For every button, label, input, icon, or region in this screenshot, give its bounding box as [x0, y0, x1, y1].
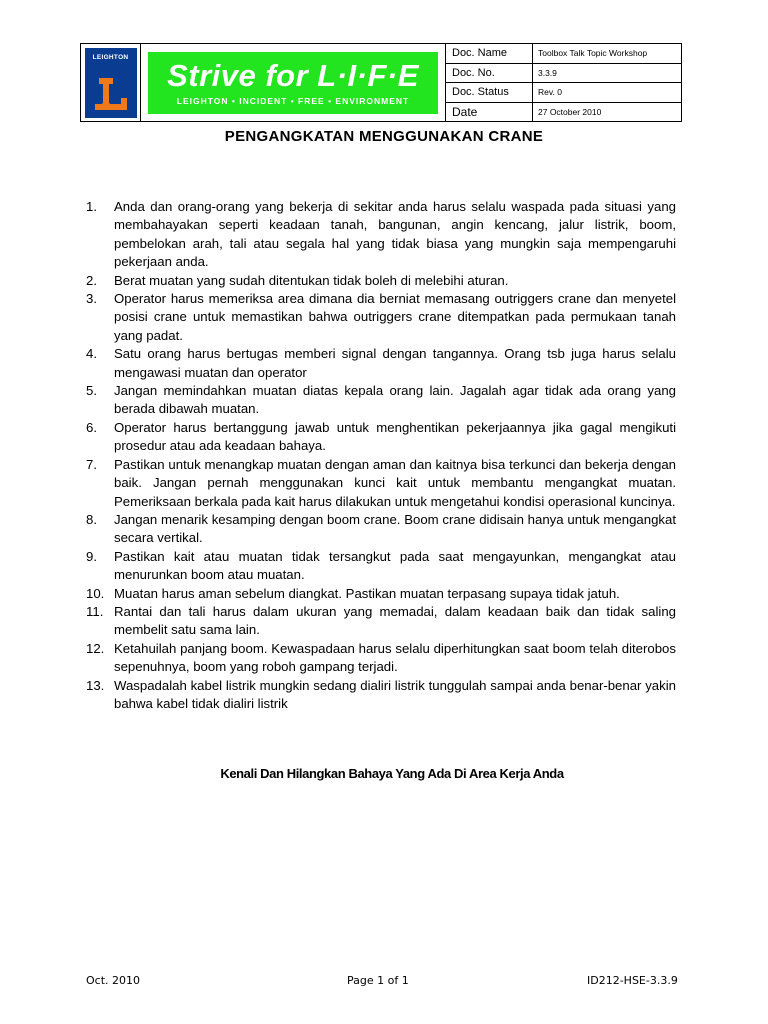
- document-title: PENGANGKATAN MENGGUNAKAN CRANE: [224, 128, 544, 145]
- banner-cell: [141, 44, 446, 121]
- meta-label: Doc. No.: [446, 64, 533, 83]
- logo-cell: [81, 44, 141, 121]
- item-number: 6.: [86, 419, 97, 435]
- item-number: 13.: [86, 677, 105, 693]
- item-number: 5.: [86, 383, 97, 399]
- meta-row-doc-name: [446, 44, 681, 64]
- list-item: [86, 382, 676, 419]
- item-text: Anda dan orang-orang yang bekerja di sekitar anda harus selalu waspada pada situasi yang membahayakan seperti keadaan tanah, bangunan, angin kencang, jalur listrik, boom, pembelokan arah, tali atau segala hal yang tidak biasa yang mungkin saja mempengaruhi pekerjaan anda.: [114, 199, 676, 270]
- item-text: Operator harus memeriksa area dimana dia berniat memasang outriggers crane dan menyetel posisi crane untuk memastikan bahwa outriggers crane ditempatkan pada permukaan tanah yang padat.: [114, 291, 676, 343]
- list-item: [86, 198, 676, 272]
- item-number: 2.: [86, 272, 97, 288]
- leighton-l-icon: [93, 76, 129, 112]
- life-banner: [148, 52, 438, 114]
- footer-doc-id: ID212-HSE-3.3.9: [587, 974, 678, 987]
- meta-row-doc-no: [446, 64, 681, 84]
- item-number: 1.: [86, 199, 97, 214]
- list-item: [86, 419, 676, 456]
- list-item: [86, 511, 676, 548]
- list-item: [86, 290, 676, 345]
- list-item: [86, 640, 676, 677]
- meta-row-date: [446, 103, 681, 122]
- item-text: Pastikan kait atau muatan tidak tersangkut pada saat mengayunkan, mengangkat atau menurunkan boom atau muatan.: [114, 548, 676, 583]
- item-text: Operator harus bertanggung jawab untuk menghentikan pekerjaannya jika gagal mengikuti prosedur atau ada keadaan bahaya.: [114, 419, 676, 454]
- item-text: Berat muatan yang sudah ditentukan tidak boleh di melebihi aturan.: [114, 272, 509, 288]
- meta-value: Rev. 0: [538, 87, 562, 98]
- meta-value: Toolbox Talk Topic Workshop: [538, 48, 648, 59]
- banner-subtitle: LEIGHTON • INCIDENT • FREE • ENVIRONMENT: [176, 95, 410, 106]
- meta-value: 27 October 2010: [538, 106, 602, 117]
- item-number: 12.: [86, 640, 105, 656]
- item-text: Jangan menarik kesamping dengan boom crane. Boom crane didisain hanya untuk mengangkat secara vertikal.: [114, 511, 676, 546]
- banner-title: Strive for L·I·F·E: [167, 57, 419, 93]
- item-text: Waspadalah kabel listrik mungkin sedang dialiri listrik tunggulah sampai anda benar-benar yakin bahwa kabel tidak dialiri listrik: [114, 677, 676, 711]
- item-number: 4.: [86, 346, 97, 362]
- meta-label: Date: [446, 103, 533, 122]
- list-item: [86, 272, 676, 290]
- item-text: Jangan memindahkan muatan diatas kepala orang lain. Jagalah agar tidak ada orang yang berada dibawah muatan.: [114, 383, 676, 417]
- logo-text: LEIGHTON: [92, 53, 129, 61]
- meta-label: Doc. Name: [446, 44, 533, 63]
- item-number: 8.: [86, 511, 97, 527]
- item-number: 11.: [86, 603, 104, 619]
- item-text: Rantai dan tali harus dalam ukuran yang memadai, dalam keadaan baik dan tidak saling membelit satu sama lain.: [114, 603, 676, 638]
- list-item: [86, 585, 676, 603]
- item-text: Muatan harus aman sebelum diangkat. Pastikan muatan terpasang supaya tidak jatuh.: [114, 585, 620, 601]
- list-item: [86, 548, 676, 585]
- item-number: 9.: [86, 548, 97, 564]
- safety-rules-list: [86, 198, 676, 713]
- item-number: 10.: [86, 585, 105, 601]
- item-text: Pastikan untuk menangkap muatan dengan aman dan kaitnya bisa terkunci dan bekerja dengan baik. Jangan pernah menggunakan kunci kait untuk membantu mengangkat muatan. Pemeriksaan berkala pada kait harus dilakukan untuk mengetahui kondisi operasional kuncinya.: [114, 456, 676, 509]
- meta-label: Doc. Status: [446, 83, 533, 102]
- list-item: [86, 677, 676, 714]
- item-number: 3.: [86, 291, 97, 307]
- meta-row-doc-status: [446, 83, 681, 103]
- list-item: [86, 345, 676, 382]
- meta-value: 3.3.9: [538, 67, 557, 78]
- footer-date: Oct. 2010: [86, 974, 141, 987]
- leighton-logo: [85, 48, 137, 118]
- closing-statement: Kenali Dan Hilangkan Bahaya Yang Ada Di Area Kerja Anda: [220, 766, 564, 781]
- list-item: [86, 603, 676, 640]
- list-item: [86, 456, 676, 511]
- footer-page-number: Page 1 of 1: [347, 974, 409, 987]
- doc-meta-table: [446, 44, 681, 121]
- item-text: Satu orang harus bertugas memberi signal dengan tangannya. Orang tsb juga harus selalu mengawasi muatan dan operator: [114, 346, 676, 380]
- item-number: 7.: [86, 456, 97, 472]
- item-text: Ketahuilah panjang boom. Kewaspadaan harus selalu diperhitungkan saat boom telah diterobos sepenuhnya, boom yang roboh gampang terjadi.: [114, 640, 676, 675]
- document-header: [80, 43, 682, 122]
